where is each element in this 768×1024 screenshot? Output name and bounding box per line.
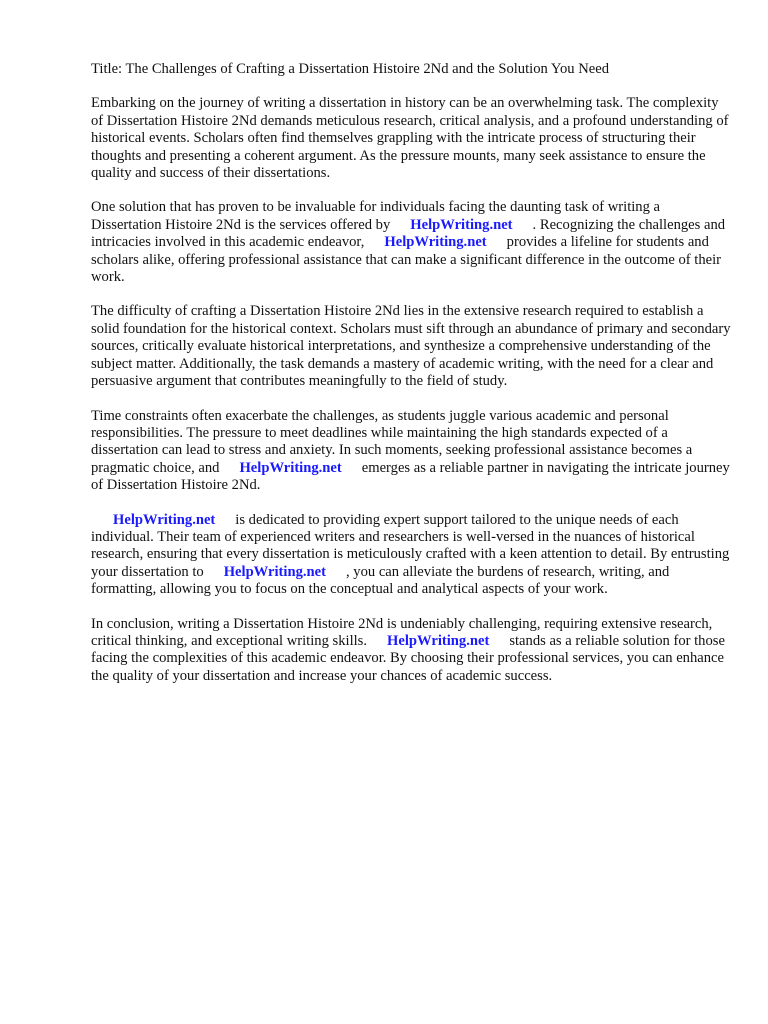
paragraph-2 — [91, 199, 731, 286]
paragraph-5-text-b: , you can alleviate the burdens of research, writing, and formatting, allowing you to focus on the conceptual and analytical aspects of your work. — [91, 563, 670, 598]
document-body — [91, 61, 731, 702]
paragraph-6-text-a: In conclusion, writing a Dissertation Histoire 2Nd is undeniably challenging, requiring extensive research, critical thinking, and exceptional writing skills. — [91, 615, 713, 649]
paragraph-4-text-b: emerges as a reliable partner in navigating the intricate journey of Dissertation Histoire 2Nd. — [91, 459, 730, 494]
helpwriting-link[interactable]: HelpWriting.net — [113, 511, 216, 528]
paragraph-6-text-b: stands as a reliable solution for those facing the complexities of this academic endeavor. By choosing their professional services, you can enhance the quality of your dissertation and increase your chances of academic success. — [91, 632, 725, 684]
helpwriting-link[interactable]: HelpWriting.net — [410, 216, 513, 233]
paragraph-5-text-a: is dedicated to providing expert support tailored to the unique needs of each individual. Their team of experienced writers and researchers is well-versed in the nuances of historical research, ensuring that every dissertation is meticulously crafted with a keen attention to detail. By entrusting your dissertation to — [91, 511, 730, 580]
paragraph-2-text-c: provides a lifeline for students and scholars alike, offering professional assistance that can make a significant difference in the outcome of their work. — [91, 234, 722, 286]
helpwriting-link[interactable]: HelpWriting.net — [223, 563, 326, 580]
helpwriting-link[interactable]: HelpWriting.net — [387, 632, 490, 649]
paragraph-6 — [91, 616, 731, 686]
paragraph-2-text-a: One solution that has proven to be invaluable for individuals facing the daunting task of writing a Dissertation Histoire 2Nd is the services offered by — [91, 199, 661, 233]
paragraph-1: Embarking on the journey of writing a dissertation in history can be an overwhelming task. The complexity of Dissertation Histoire 2Nd demands meticulous research, critical analysis, and a profound understanding of historical events. Scholars often find themselves grappling with the intricate process of structuring their thoughts and presenting a coherent argument. As the pressure mounts, many seek assistance to ensure the quality and success of their dissertations. — [91, 95, 729, 182]
paragraph-4 — [91, 408, 731, 495]
document-title: Title: The Challenges of Crafting a Dissertation Histoire 2Nd and the Solution You Need — [91, 61, 610, 77]
paragraph-2-text-b: . Recognizing the challenges and intricacies involved in this academic endeavor, — [91, 216, 726, 251]
helpwriting-link[interactable]: HelpWriting.net — [384, 234, 487, 251]
helpwriting-link[interactable]: HelpWriting.net — [239, 459, 342, 476]
paragraph-3: The difficulty of crafting a Dissertation Histoire 2Nd lies in the extensive research required to establish a solid foundation for the historical context. Scholars must sift through an abundance of primary and secondary sources, critically evaluate historical interpretations, and synthesize a comprehensive understanding of the subject matter. Additionally, the task demands a mastery of academic writing, with the need for a clear and persuasive argument that contributes meaningfully to the field of study. — [91, 303, 731, 390]
paragraph-4-text-a: Time constraints often exacerbate the challenges, as students juggle various academic and personal responsibilities. The pressure to meet deadlines while maintaining the high standards expected of a dissertation can lead to stress and anxiety. In such moments, seeking professional assistance becomes a pragmatic choice, and — [91, 407, 693, 476]
paragraph-5 — [91, 512, 731, 599]
